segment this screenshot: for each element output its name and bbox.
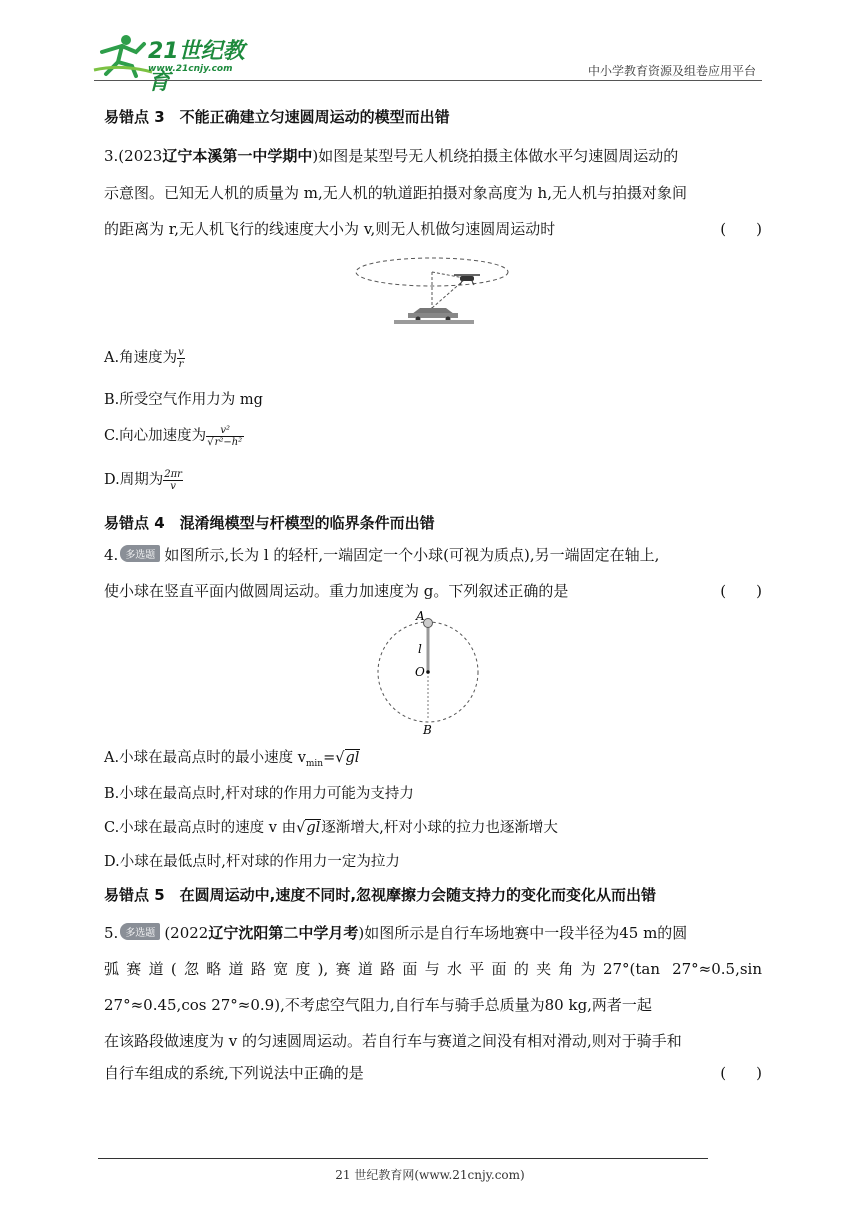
- q5-source-year: (2022: [164, 924, 209, 942]
- rod-circle-figure: [370, 606, 490, 736]
- q3-stem-line-2: 示意图。已知无人机的质量为 m,无人机的轨道距拍摄对象高度为 h,无人机与拍摄对象间: [104, 184, 687, 202]
- q3-source: 辽宁本溪第一中学期中: [162, 147, 313, 165]
- fraction-numerator: 2πr: [164, 468, 182, 480]
- q3-option-c-label: C.向心加速度为: [104, 428, 207, 444]
- section-4-heading: 易错点 4 混淆绳模型与杆模型的临界条件而出错: [104, 514, 435, 532]
- fraction-numerator: v: [178, 346, 184, 358]
- q4-stem-line-1: [104, 544, 762, 565]
- q3-answer-paren: ( ): [720, 220, 762, 238]
- q3-option-d-label: D.周期为: [104, 472, 164, 488]
- q4-stem-line-2: [104, 580, 762, 601]
- q3-option-c-fraction: [206, 425, 244, 448]
- logo-url: www.21cnjy.com: [148, 64, 233, 74]
- ground-strip: [394, 320, 474, 324]
- radicand: gl: [306, 820, 321, 836]
- label-l: l: [418, 642, 422, 656]
- q5-stem-line-2: 弧赛道(忽略道路宽度),赛道路面与水平面的夹角为27°(tan 27°≈0.5,sin: [104, 960, 762, 978]
- section-5-heading: 易错点 5 在圆周运动中,速度不同时,忽视摩擦力会随支持力的变化而变化从而出错: [104, 886, 657, 904]
- q4-option-c-tail: 逐渐增大,杆对小球的拉力也逐渐增大: [321, 820, 558, 836]
- footer-divider: [98, 1158, 708, 1159]
- fraction-numerator: v²: [206, 425, 244, 437]
- fraction-denominator: v: [170, 480, 176, 492]
- equals-sign: =: [323, 750, 336, 766]
- q5-stem-line-4: 在该路段做速度为 v 的匀速圆周运动。若自行车与赛道之间没有相对滑动,则对于骑手和: [104, 1032, 682, 1050]
- q5-stem-5: 自行车组成的系统,下列说法中正确的是: [104, 1064, 364, 1082]
- q4-option-c-label: C.小球在最高点时的速度 v 由: [104, 820, 297, 836]
- q3-option-a: [104, 346, 185, 370]
- subscript-min: min: [305, 758, 324, 769]
- q3-stem-1: )如图是某型号无人机绕拍摄主体做水平匀速圆周运动的: [312, 147, 679, 165]
- multi-choice-badge: 多选题: [120, 545, 160, 562]
- q3-number: 3.(2023: [104, 147, 163, 165]
- q5-stem-line-5: [104, 1062, 762, 1083]
- radicand: r²−h²: [214, 436, 243, 448]
- q3-option-d: [104, 468, 183, 492]
- q3-option-a-fraction: [177, 347, 185, 370]
- fraction-denominator: r: [178, 358, 184, 370]
- fraction-denominator: √r²−h²: [207, 436, 243, 448]
- q5-stem-1: )如图所示是自行车场地赛中一段半径为45 m的圆: [358, 924, 688, 942]
- drone-orbit-figure: [350, 250, 520, 330]
- q3-stem-3: 的距离为 r,无人机飞行的线速度大小为 v,则无人机做匀速圆周运动时: [104, 220, 556, 238]
- pivot-point: [426, 670, 430, 674]
- q3-stem-line-3: [104, 218, 762, 239]
- q3-option-b: B.所受空气作用力为 mg: [104, 392, 263, 408]
- header-divider: [94, 80, 762, 81]
- q4-number: 4.: [104, 546, 119, 564]
- q4-stem-1: 如图所示,长为 l 的轻杆,一端固定一个小球(可视为质点),另一端固定在轴上,: [164, 546, 660, 564]
- q4-option-b: B.小球在最高点时,杆对球的作用力可能为支持力: [104, 786, 414, 802]
- multi-choice-badge: 多选题: [120, 923, 160, 940]
- q4-option-c: C.小球在最高点时的速度 v 由√gl逐渐增大,杆对小球的拉力也逐渐增大: [104, 820, 558, 836]
- site-logo: [92, 30, 262, 95]
- q5-number: 5.: [104, 924, 119, 942]
- q5-answer-paren: ( ): [720, 1064, 762, 1082]
- car-icon: [408, 308, 458, 322]
- distance-line: [432, 280, 464, 308]
- q4-option-a-label: A.小球在最高点时的最小速度 v: [104, 750, 306, 766]
- q3-stem-line-1: [104, 145, 762, 166]
- q3-option-a-label: A.角速度为: [104, 350, 178, 366]
- q5-source: 辽宁沈阳第二中学月考: [208, 924, 359, 942]
- ball-icon: [424, 619, 433, 628]
- label-a: A: [416, 609, 425, 623]
- header-platform-text: 中小学教育资源及组卷应用平台: [587, 64, 756, 78]
- section-3-heading: 易错点 3 不能正确建立匀速圆周运动的模型而出错: [104, 108, 450, 126]
- footer-text: 21 世纪教育网(www.21cnjy.com): [335, 1168, 525, 1182]
- label-o: O: [415, 665, 425, 679]
- q4-stem-2: 使小球在竖直平面内做圆周运动。重力加速度为 g。下列叙述正确的是: [104, 582, 569, 600]
- q5-stem-line-1: [104, 922, 762, 943]
- radicand: gl: [345, 750, 360, 766]
- label-b: B: [423, 723, 432, 736]
- q4-option-a: A.小球在最高点时的最小速度 $v_{min}=√gl$: [104, 750, 360, 769]
- q3-option-d-fraction: [163, 469, 183, 492]
- q3-option-c: [104, 424, 244, 448]
- q5-stem-line-3: 27°≈0.45,cos 27°≈0.9),不考虑空气阻力,自行车与骑手总质量为80 kg,两者一起: [104, 996, 652, 1014]
- q4-answer-paren: ( ): [720, 582, 762, 600]
- q4-option-d: D.小球在最低点时,杆对球的作用力一定为拉力: [104, 854, 400, 870]
- logo-text: 21世纪教育: [148, 39, 245, 95]
